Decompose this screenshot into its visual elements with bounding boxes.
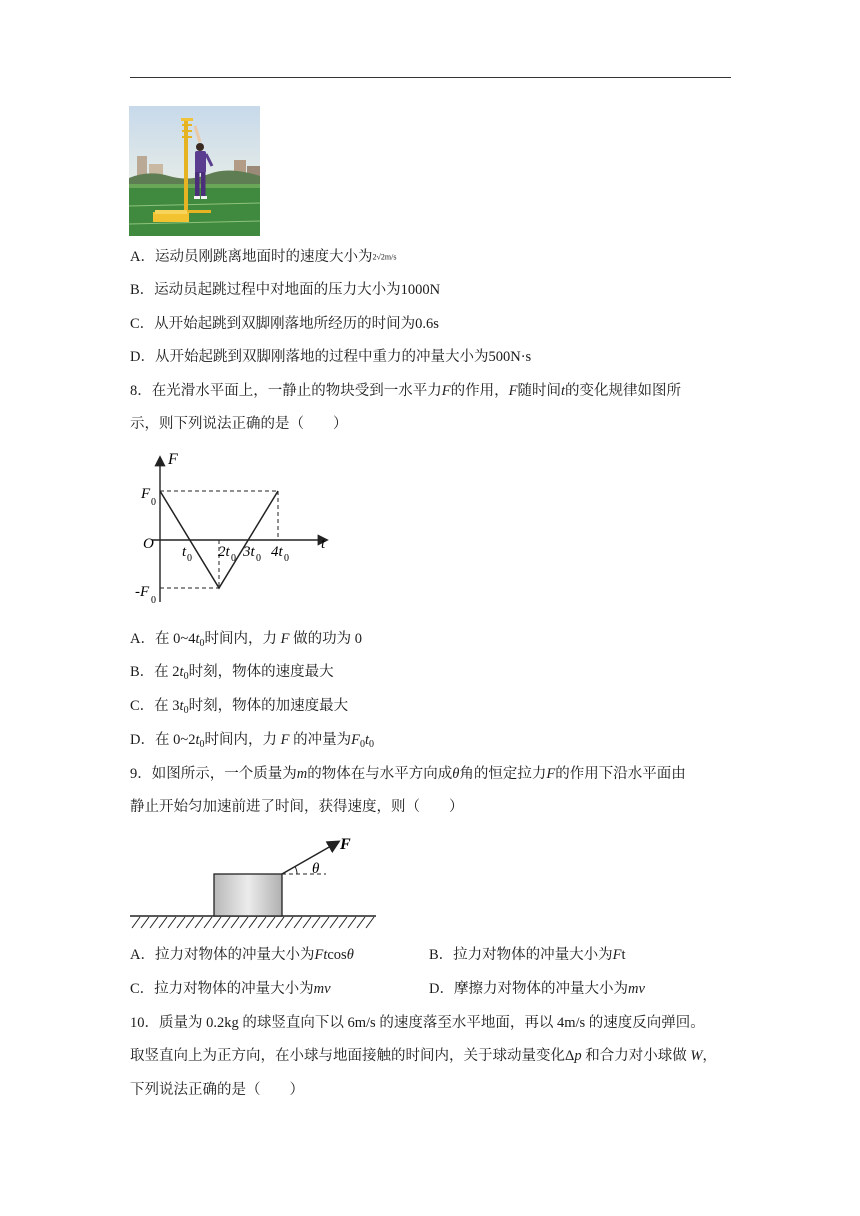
- q9-stem-text: 的物体在与水平方向成: [307, 766, 453, 782]
- 4t0-label-sub: 0: [284, 553, 289, 564]
- opt-text: 时刻，物体的速度最大: [188, 664, 334, 680]
- opt-var: F: [351, 732, 360, 748]
- opt-var: mv: [627, 981, 645, 997]
- opt-text: cos: [327, 947, 347, 963]
- q9-option-d[interactable]: [429, 979, 645, 999]
- opt-text: 时间内，力: [204, 732, 277, 748]
- opt-text: B．在 2: [130, 664, 180, 680]
- q10-stem-var: p: [574, 1048, 582, 1064]
- q9-option-a[interactable]: [130, 945, 354, 965]
- q9-stem-text: 角的恒定拉力: [459, 766, 547, 782]
- opt-var: θ: [346, 947, 354, 963]
- 3t0-label-sub: 0: [256, 553, 261, 564]
- opt-text: B．拉力对物体的冲量大小为: [429, 947, 613, 963]
- block: [214, 874, 282, 916]
- opt-var: F: [612, 947, 622, 963]
- opt-var: mv: [313, 981, 331, 997]
- t0-label: t: [182, 544, 187, 560]
- f0-label: F: [141, 486, 151, 502]
- q9-stem-text: 9．如图所示，一个质量为: [130, 766, 297, 782]
- opt-var: t: [195, 631, 200, 647]
- force-time-graph: [130, 450, 340, 610]
- opt-text: D．在 0~2: [130, 732, 196, 748]
- opt-text: A．拉力对物体的冲量大小为: [130, 947, 315, 963]
- opt-var: Ft: [314, 947, 328, 963]
- q8-stem-text: 8．在光滑水平面上，一静止的物块受到一水平力: [130, 383, 442, 399]
- opt-text: 时间内，力: [204, 631, 277, 647]
- q9-stem-line1: [130, 764, 686, 784]
- q8-option-a[interactable]: [130, 629, 362, 651]
- opt-text: 时刻，物体的加速度最大: [188, 698, 349, 714]
- block-force-figure: [128, 832, 380, 932]
- q9-stem-var: F: [546, 766, 556, 782]
- q7-option-c[interactable]: C．从开始起跳到双脚刚落地所经历的时间为0.6s: [130, 316, 439, 332]
- opt-text: C．在 3: [130, 698, 180, 714]
- opt-text: 做的功为 0: [293, 631, 362, 647]
- angle-arc: [295, 867, 297, 875]
- force-label: F: [340, 836, 351, 853]
- q8-stem-text: 的作用，: [450, 383, 509, 399]
- q8-stem-text: 随时间: [517, 383, 561, 399]
- q9-option-b[interactable]: [429, 945, 626, 965]
- q7-option-a-text: A．运动员刚跳离地面时的速度大小为: [130, 249, 373, 265]
- q8-stem-var: F: [441, 383, 451, 399]
- q10-stem-var: W: [690, 1048, 703, 1064]
- opt-sub: 0: [359, 739, 365, 750]
- opt-sub: 0: [183, 671, 189, 682]
- opt-sub: 0: [199, 638, 205, 649]
- q7-option-d[interactable]: D．从开始起跳到双脚刚落地的过程中重力的冲量大小为500N·s: [130, 349, 532, 365]
- q7-option-b[interactable]: B．运动员起跳过程中对地面的压力大小为1000N: [130, 282, 441, 298]
- opt-sub: 0: [368, 739, 374, 750]
- q7-option-a-value: 2√2m/s: [372, 252, 397, 262]
- opt-text: 的冲量为: [293, 732, 352, 748]
- angle-label: θ: [312, 861, 320, 877]
- 2t0-label: 2t: [218, 544, 230, 560]
- opt-text: D．摩擦力对物体的冲量大小为: [429, 981, 628, 997]
- opt-sub: 0: [183, 705, 189, 716]
- f0-label-sub: 0: [151, 497, 156, 508]
- opt-text: t: [621, 947, 626, 963]
- q10-stem-line3: 下列说法正确的是（ ）: [130, 1082, 304, 1098]
- opt-var: t: [179, 664, 184, 680]
- q8-stem-line2: 示，则下列说法正确的是（ ）: [130, 416, 348, 432]
- q10-stem-text: 取竖直向上为正方向，在小球与地面接触的时间内，关于球动量变化Δ: [130, 1048, 575, 1064]
- q10-stem-text: ，: [702, 1048, 717, 1064]
- q8-stem-var: t: [560, 383, 565, 399]
- q10-stem-line1: 10．质量为 0.2kg 的球竖直向下以 6m/s 的速度落至水平地面，再以 4m/s 的速度反向弹回。: [130, 1015, 705, 1031]
- neg-f0-label: -F: [135, 584, 150, 600]
- athlete-jump-photo: [129, 106, 260, 236]
- opt-var: t: [195, 732, 200, 748]
- 3t0-label: 3t: [243, 544, 255, 560]
- x-axis-label: t: [321, 536, 326, 552]
- q10-stem-line2: [130, 1046, 717, 1066]
- q8-stem-line1: [130, 381, 681, 401]
- q8-stem-text: 的变化规律如图所: [565, 383, 681, 399]
- 2t0-label-sub: 0: [231, 553, 236, 564]
- q8-option-b[interactable]: [130, 662, 334, 684]
- opt-var: t: [179, 698, 184, 714]
- origin-label: O: [143, 536, 154, 552]
- q9-stem-var: m: [296, 766, 308, 782]
- y-axis-label: F: [168, 451, 178, 468]
- neg-f0-label-sub: 0: [151, 595, 156, 606]
- 4t0-label: 4t: [271, 544, 283, 560]
- q10-stem-text: 和合力对小球做: [585, 1048, 687, 1064]
- q9-stem-text: 的作用下沿水平面由: [555, 766, 686, 782]
- q9-option-c[interactable]: [130, 979, 331, 999]
- t0-label-sub: 0: [187, 553, 192, 564]
- force-arrow: [282, 842, 338, 874]
- opt-sub: 0: [199, 739, 205, 750]
- q9-stem-line2: 静止开始匀加速前进了时间，获得速度，则（ ）: [130, 799, 464, 815]
- header-rule: [130, 77, 731, 78]
- ground-hatching: [132, 917, 374, 928]
- opt-var: F: [280, 732, 290, 748]
- q7-option-a[interactable]: [130, 247, 396, 268]
- opt-var: t: [364, 732, 369, 748]
- opt-text: C．拉力对物体的冲量大小为: [130, 981, 314, 997]
- q9-stem-var: θ: [452, 766, 460, 782]
- q8-stem-var: F: [508, 383, 518, 399]
- q8-option-d[interactable]: [130, 730, 374, 752]
- opt-text: A．在 0~4: [130, 631, 196, 647]
- q8-option-c[interactable]: [130, 696, 348, 718]
- opt-var: F: [280, 631, 290, 647]
